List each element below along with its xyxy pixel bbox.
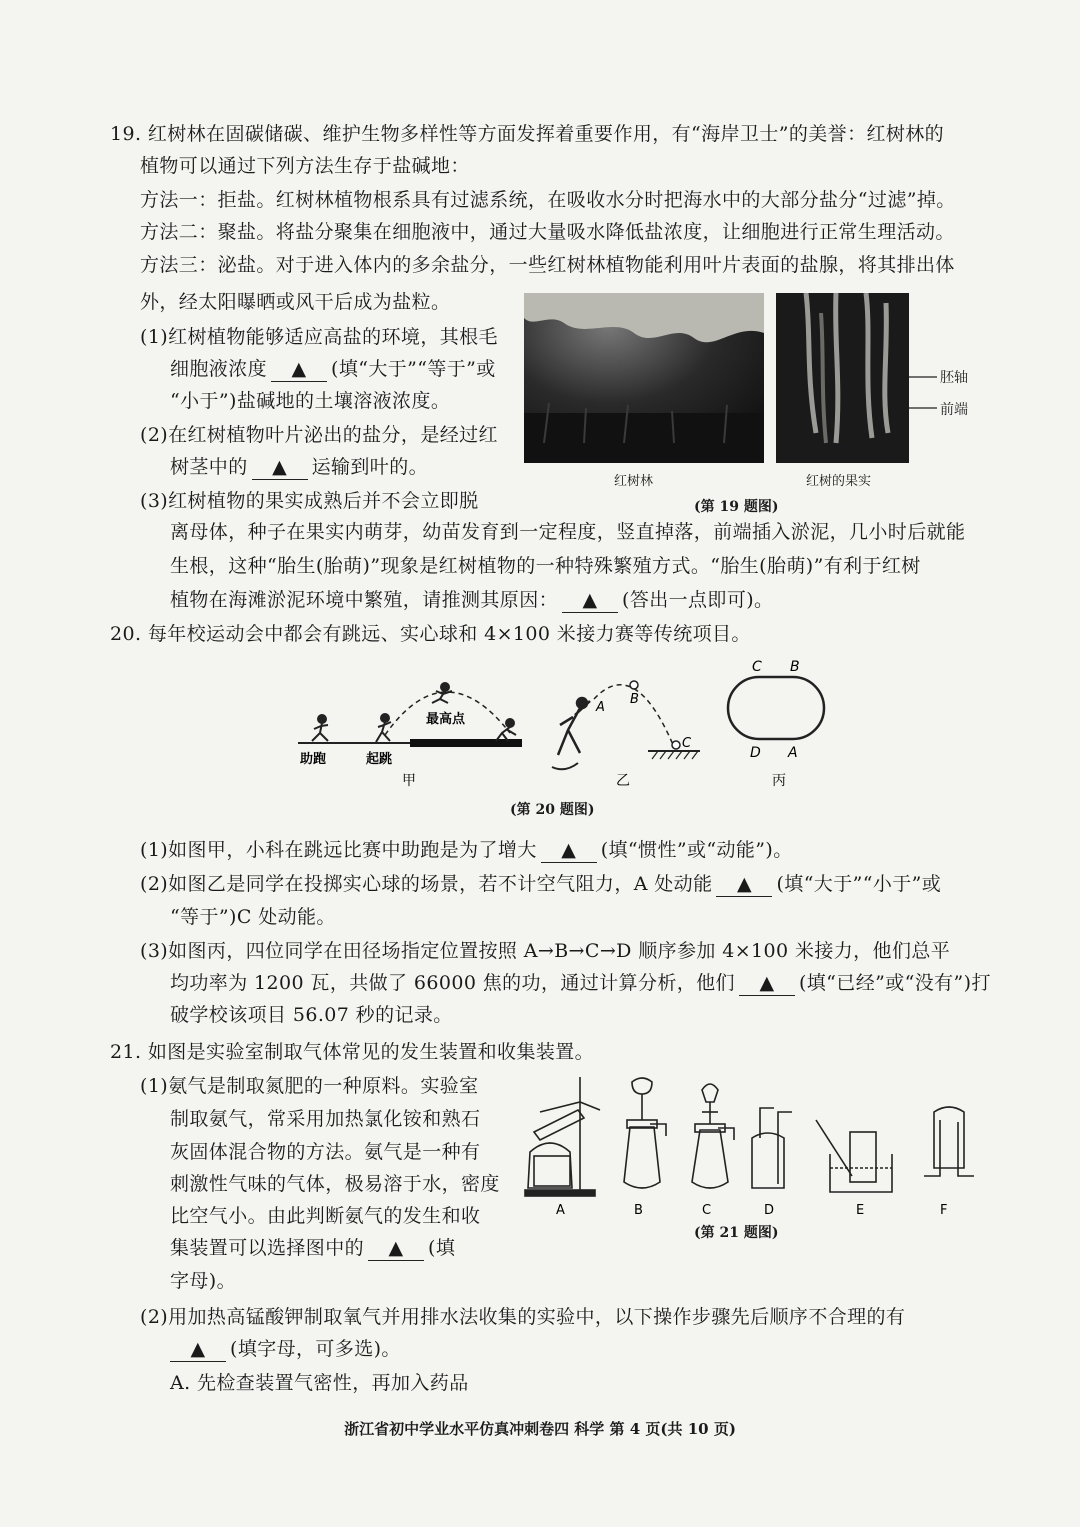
q19-part1-line1: (1)红树植物能够适应高盐的环境，其根毛 [140,326,498,348]
q20-part2-text: (2)如图乙是同学在投掷实心球的场景，若不计空气阻力，A 处动能 [140,873,713,895]
q20-label-jump: 起跳 [366,752,393,767]
q19-stem-line2: 植物可以通过下列方法生存于盐碱地： [140,155,470,177]
app-label-a: A [556,1203,565,1218]
q20-figure-caption: (第 20 题图) [510,802,595,818]
answer-blank[interactable]: ▲ [541,838,597,863]
q20-point-d-bing: D [750,745,761,761]
q21-part2-line2 [166,1337,401,1362]
answer-blank[interactable]: ▲ [170,1337,226,1362]
q21-part2-hint: (填字母，可多选)。 [230,1338,401,1360]
q21-figure-caption: (第 21 题图) [694,1225,779,1241]
q19-part1-line2 [170,357,496,382]
q20-part3-hint: (填“已经”或“没有”)打 [798,972,991,994]
q19-part2-line2 [170,455,428,480]
q20-part3-line1: (3)如图丙，四位同学在田径场指定位置按照 A→B→C→D 顺序参加 4×100 米接力，他们总平 [140,940,951,962]
q19-part2-line1: (2)在红树植物叶片泌出的盐分，是经过红 [140,424,498,446]
q20-part1 [140,838,793,863]
q19-method2: 方法二：聚盐。将盐分聚集在细胞液中，通过大量吸水降低盐浓度，让细胞进行正常生理活动。 [140,221,955,243]
label-leader-lines [909,368,939,418]
q19-part3-text: 植物在海滩淤泥环境中繁殖，请推测其原因： [170,589,559,611]
label-hypocotyl: 胚轴 [940,370,968,386]
q20-point-a-bing: A [788,745,798,761]
q19-method3-cont: 外，经太阳曝晒或风干后成为盐粒。 [140,291,451,313]
q20-part2-cont: “等于”)C 处动能。 [170,906,336,928]
q19-part2-text: 树茎中的 [170,456,248,478]
q19-part3-line1: (3)红树植物的果实成熟后并不会立即脱 [140,490,479,512]
q20-part3-line2 [170,971,991,996]
app-label-b: B [634,1203,643,1218]
q21-part2-line1: (2)用加热高锰酸钾制取氧气并用排水法收集的实验中，以下操作步骤先后顺序不合理的有 [140,1306,906,1328]
mangrove-fruit-photo [776,293,909,463]
q21-part1-line3: 灰固体混合物的方法。氨气是一种有 [170,1141,481,1163]
q20-part2-hint: (填“大于”“小于”或 [776,873,942,895]
q21-apparatus-figure [520,1072,980,1222]
q20-point-c-bing: C [752,659,762,675]
mangrove-forest-caption: 红树林 [614,474,654,489]
q19-part1-hint: (填“大于”“等于”或 [331,358,496,380]
q20-label-run: 助跑 [300,752,327,767]
q20-sub-bing: 丙 [772,773,786,789]
answer-blank[interactable]: ▲ [271,357,327,382]
q20-point-b-bing: B [790,659,800,675]
label-front-end: 前端 [940,402,968,418]
q20-part2 [140,872,941,897]
q21-part1-text: 集装置可以选择图中的 [170,1237,365,1259]
q21-option-a: A. 先检查装置气密性，再加入药品 [170,1372,469,1394]
answer-blank[interactable]: ▲ [739,971,795,996]
answer-blank[interactable]: ▲ [562,588,618,613]
q20-point-b-yi: B [630,692,639,707]
app-label-f: F [940,1203,948,1218]
q20-part1-text: (1)如图甲，小科在跳远比赛中助跑是为了增大 [140,839,537,861]
app-label-d: D [764,1203,775,1218]
q19-stem-line1: 19. 红树林在固碳储碳、维护生物多样性等方面发挥着重要作用，有“海岸卫士”的美誉：红树林的 [110,123,945,145]
q19-part1-line3: “小于”)盐碱地的土壤溶液浓度。 [170,390,451,412]
q19-part3-line4 [170,588,773,613]
q21-stem: 21. 如图是实验室制取气体常见的发生装置和收集装置。 [110,1041,595,1063]
q20-part1-hint: (填“惯性”或“动能”)。 [600,839,793,861]
q21-part1-line6 [170,1236,455,1261]
q19-figure-caption: (第 19 题图) [694,499,779,515]
q19-method1: 方法一：拒盐。红树林植物根系具有过滤系统，在吸收水分时把海水中的大部分盐分“过滤”掉。 [140,189,956,211]
answer-blank[interactable]: ▲ [368,1236,424,1261]
q21-part1-line4: 刺激性气味的气体，极易溶于水，密度 [170,1173,500,1195]
q20-stem: 20. 每年校运动会中都会有跳远、实心球和 4×100 米接力赛等传统项目。 [110,623,751,645]
mangrove-fruit-caption: 红树的果实 [806,474,872,489]
q19-part3-hint: (答出一点即可)。 [622,589,774,611]
q20-point-a-yi: A [596,700,605,715]
q20-figure [290,655,850,790]
q20-sub-jia: 甲 [402,773,416,789]
mangrove-forest-photo [524,293,764,463]
q19-part3-line2: 离母体，种子在果实内萌芽，幼苗发育到一定程度，竖直掉落，前端插入淤泥，几小时后就能 [170,521,966,543]
page-footer: 浙江省初中学业水平仿真冲刺卷四 科学 第 4 页(共 10 页) [344,1420,736,1438]
q20-part3-line3: 破学校该项目 56.07 秒的记录。 [170,1004,453,1026]
q21-part1-line5: 比空气小。由此判断氨气的发生和收 [170,1205,481,1227]
q20-part3-text: 均功率为 1200 瓦，共做了 66000 焦的功，通过计算分析，他们 [170,972,735,994]
q20-sub-yi: 乙 [616,773,630,789]
app-label-e: E [856,1203,865,1218]
app-label-c: C [702,1203,712,1218]
q19-method3: 方法三：泌盐。对于进入体内的多余盐分，一些红树林植物能利用叶片表面的盐腺，将其排出体 [140,254,955,276]
answer-blank[interactable]: ▲ [252,455,308,480]
q20-label-top: 最高点 [426,712,466,727]
q21-part1-hint: (填 [428,1237,456,1259]
q21-part1-line2: 制取氨气，常采用加热氯化铵和熟石 [170,1108,481,1130]
q20-point-c-yi: C [682,736,692,751]
q19-part2-hint: 运输到叶的。 [311,456,429,478]
q19-part3-line3: 生根，这种“胎生(胎萌)”现象是红树植物的一种特殊繁殖方式。“胎生(胎萌)”有利于红树 [170,555,921,577]
answer-blank[interactable]: ▲ [716,872,772,897]
q19-part1-text: 细胞液浓度 [170,358,268,380]
q21-part1-line7: 字母)。 [170,1270,237,1292]
q21-part1-line1: (1)氨气是制取氮肥的一种原料。实验室 [140,1075,479,1097]
